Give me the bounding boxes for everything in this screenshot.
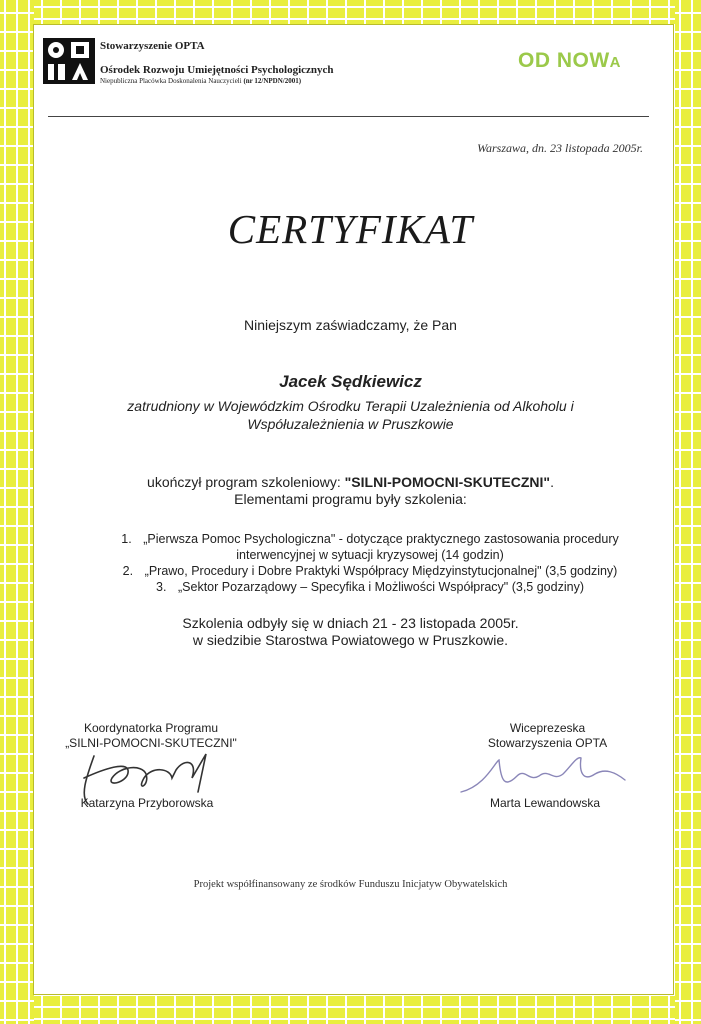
org-name: Stowarzyszenie OPTA xyxy=(100,40,205,52)
right-role-line-1: Wiceprezeska xyxy=(509,721,586,735)
intro-text: Niniejszym zaświadczamy, że Pan xyxy=(244,317,457,333)
training-item xyxy=(80,531,660,547)
completed-suffix: . xyxy=(550,474,554,490)
organization-header xyxy=(100,40,334,85)
completed-prefix: ukończył program szkoleniowy: xyxy=(147,474,345,490)
training-list xyxy=(80,531,660,595)
person-name: Jacek Sędkiewicz xyxy=(279,372,422,391)
program-name: "SILNI-POMOCNI-SKUTECZNI" xyxy=(344,474,551,490)
funding-footer: Projekt współfinansowany ze środków Funduszu Inicjatyw Obywatelskich xyxy=(193,879,508,890)
left-signatory-role xyxy=(56,721,246,751)
dates-line-2: w siedzibie Starostwa Powiatowego w Pruszkowie. xyxy=(192,632,509,648)
training-text: „Sektor Pozarządowy – Specyfika i Możliwości Współpracy" (3,5 godziny) xyxy=(178,580,584,594)
training-text: „Pierwsza Pomoc Psychologiczna" - dotyczące praktycznego zastosowania procedury xyxy=(143,532,619,546)
training-item xyxy=(80,563,660,579)
left-signatory-name: Katarzyna Przyborowska xyxy=(80,796,214,810)
opta-logo-icon xyxy=(43,38,95,84)
training-number: 2. xyxy=(122,564,134,578)
training-item xyxy=(80,579,660,595)
elements-line: Elementami programu były szkolenia: xyxy=(234,491,467,507)
dates-line-1: Szkolenia odbyły się w dniach 21 - 23 listopada 2005r. xyxy=(182,615,519,631)
employment-line-2: Współuzależnienia w Pruszkowie xyxy=(247,416,454,432)
border-left xyxy=(0,0,34,1024)
training-item-continued xyxy=(80,547,660,563)
inner-frame-line xyxy=(33,24,674,995)
border-bottom xyxy=(0,996,701,1024)
border-right xyxy=(675,0,701,1024)
right-signatory-role xyxy=(460,721,635,751)
training-text-continued: interwencyjnej w sytuacji kryzysowej (14 godzin) xyxy=(236,548,504,562)
place-date: Warszawa, dn. 23 listopada 2005r. xyxy=(477,141,643,155)
brand-a: A xyxy=(609,54,622,71)
right-role-line-2: Stowarzyszenia OPTA xyxy=(487,736,608,750)
completion-text xyxy=(0,474,701,508)
brand-od: OD xyxy=(518,49,551,72)
training-text: „Prawo, Procedury i Dobre Praktyki Współpracy Międzyinstytucjonalnej" (3,5 godziny) xyxy=(144,564,618,578)
completion-line xyxy=(0,474,701,491)
employment-line-1: zatrudniony w Wojewódzkim Ośrodku Terapii Uzależnienia od Alkoholu i xyxy=(127,398,574,414)
brand-now: NOW xyxy=(556,49,610,72)
center-reg: (nr 12/NPDN/2001) xyxy=(243,77,302,85)
center-sub-text: Niepubliczna Placówka Doskonalenia Nauczycieli xyxy=(100,77,242,85)
center-subtitle xyxy=(100,77,334,85)
employment-text xyxy=(0,397,701,433)
training-dates xyxy=(0,615,701,649)
training-number: 1. xyxy=(121,532,132,546)
center-name: Ośrodek Rozwoju Umiejętności Psychologicznych xyxy=(100,64,334,76)
od-nowa-logo xyxy=(518,49,621,73)
header-divider xyxy=(48,116,649,117)
left-role-line-1: Koordynatorka Programu xyxy=(83,721,219,735)
right-signature-icon xyxy=(455,752,630,800)
certificate-title: CERTYFIKAT xyxy=(227,206,474,252)
training-number: 3. xyxy=(156,580,167,594)
border-top xyxy=(0,0,701,24)
right-signatory-name: Marta Lewandowska xyxy=(489,796,601,810)
left-role-line-2: „SILNI-POMOCNI-SKUTECZNI" xyxy=(65,736,237,750)
